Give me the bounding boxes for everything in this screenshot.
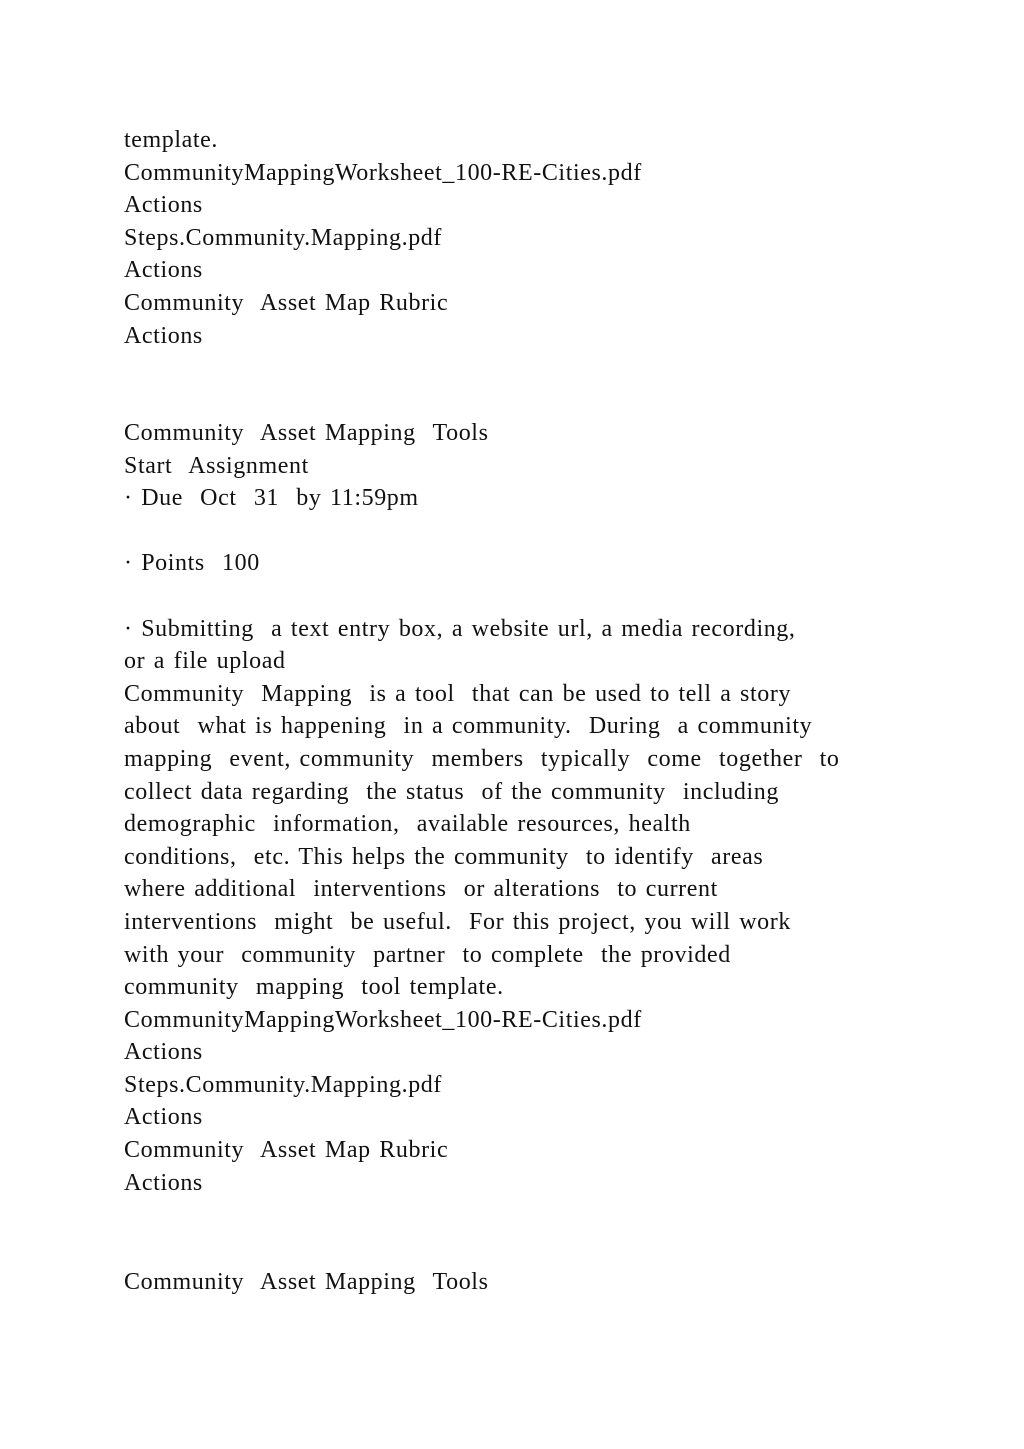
due-date: · Due Oct 31 by 11:59pm (124, 485, 419, 512)
description-line: about what is happening in a community. During a community (124, 713, 813, 740)
assignment-title: Community Asset Mapping Tools (124, 420, 489, 446)
description-line: interventions might be useful. For this project, you will work (124, 908, 791, 935)
start-assignment-button[interactable]: Start Assignment (124, 452, 309, 479)
actions-link[interactable]: Actions (124, 322, 203, 349)
submission-types-line-1: · Submitting a text entry box, a website url, a media recording, (124, 615, 796, 642)
actions-link[interactable]: Actions (124, 192, 203, 219)
worksheet-file-link[interactable]: CommunityMappingWorksheet_100-RE-Cities.pdf (124, 159, 642, 186)
rubric-link[interactable]: Community Asset Map Rubric (124, 289, 449, 316)
submission-types-line-2: or a file upload (124, 648, 286, 675)
steps-file-link[interactable]: Steps.Community.Mapping.pdf (124, 224, 442, 251)
actions-link[interactable]: Actions (124, 257, 203, 284)
text-line-template: template. (124, 127, 219, 153)
assignment-title: Community Asset Mapping Tools (124, 1269, 489, 1295)
bottom-section (124, 1266, 904, 1299)
actions-link[interactable]: Actions (124, 1104, 203, 1131)
spacer (124, 515, 904, 548)
description-line: conditions, etc. This helps the community to identify areas (124, 843, 764, 870)
actions-link[interactable]: Actions (124, 1039, 203, 1066)
description-line: collect data regarding the status of the community including (124, 778, 779, 805)
steps-file-link[interactable]: Steps.Community.Mapping.pdf (124, 1071, 442, 1098)
rubric-link[interactable]: Community Asset Map Rubric (124, 1137, 449, 1164)
description-line: mapping event, community members typically come together to (124, 745, 840, 772)
description-line: with your community partner to complete the provided (124, 941, 731, 968)
actions-link[interactable]: Actions (124, 1169, 203, 1196)
points: · Points 100 (124, 550, 260, 577)
worksheet-file-link[interactable]: CommunityMappingWorksheet_100-RE-Cities.pdf (124, 1006, 642, 1033)
description-line: community mapping tool template. (124, 974, 504, 1001)
description-line: Community Mapping is a tool that can be used to tell a story (124, 680, 792, 707)
assignment-section (124, 417, 904, 1199)
top-section (124, 124, 904, 352)
description-line: where additional interventions or alterations to current (124, 876, 718, 903)
description-line: demographic information, available resources, health (124, 811, 691, 838)
spacer (124, 580, 904, 613)
